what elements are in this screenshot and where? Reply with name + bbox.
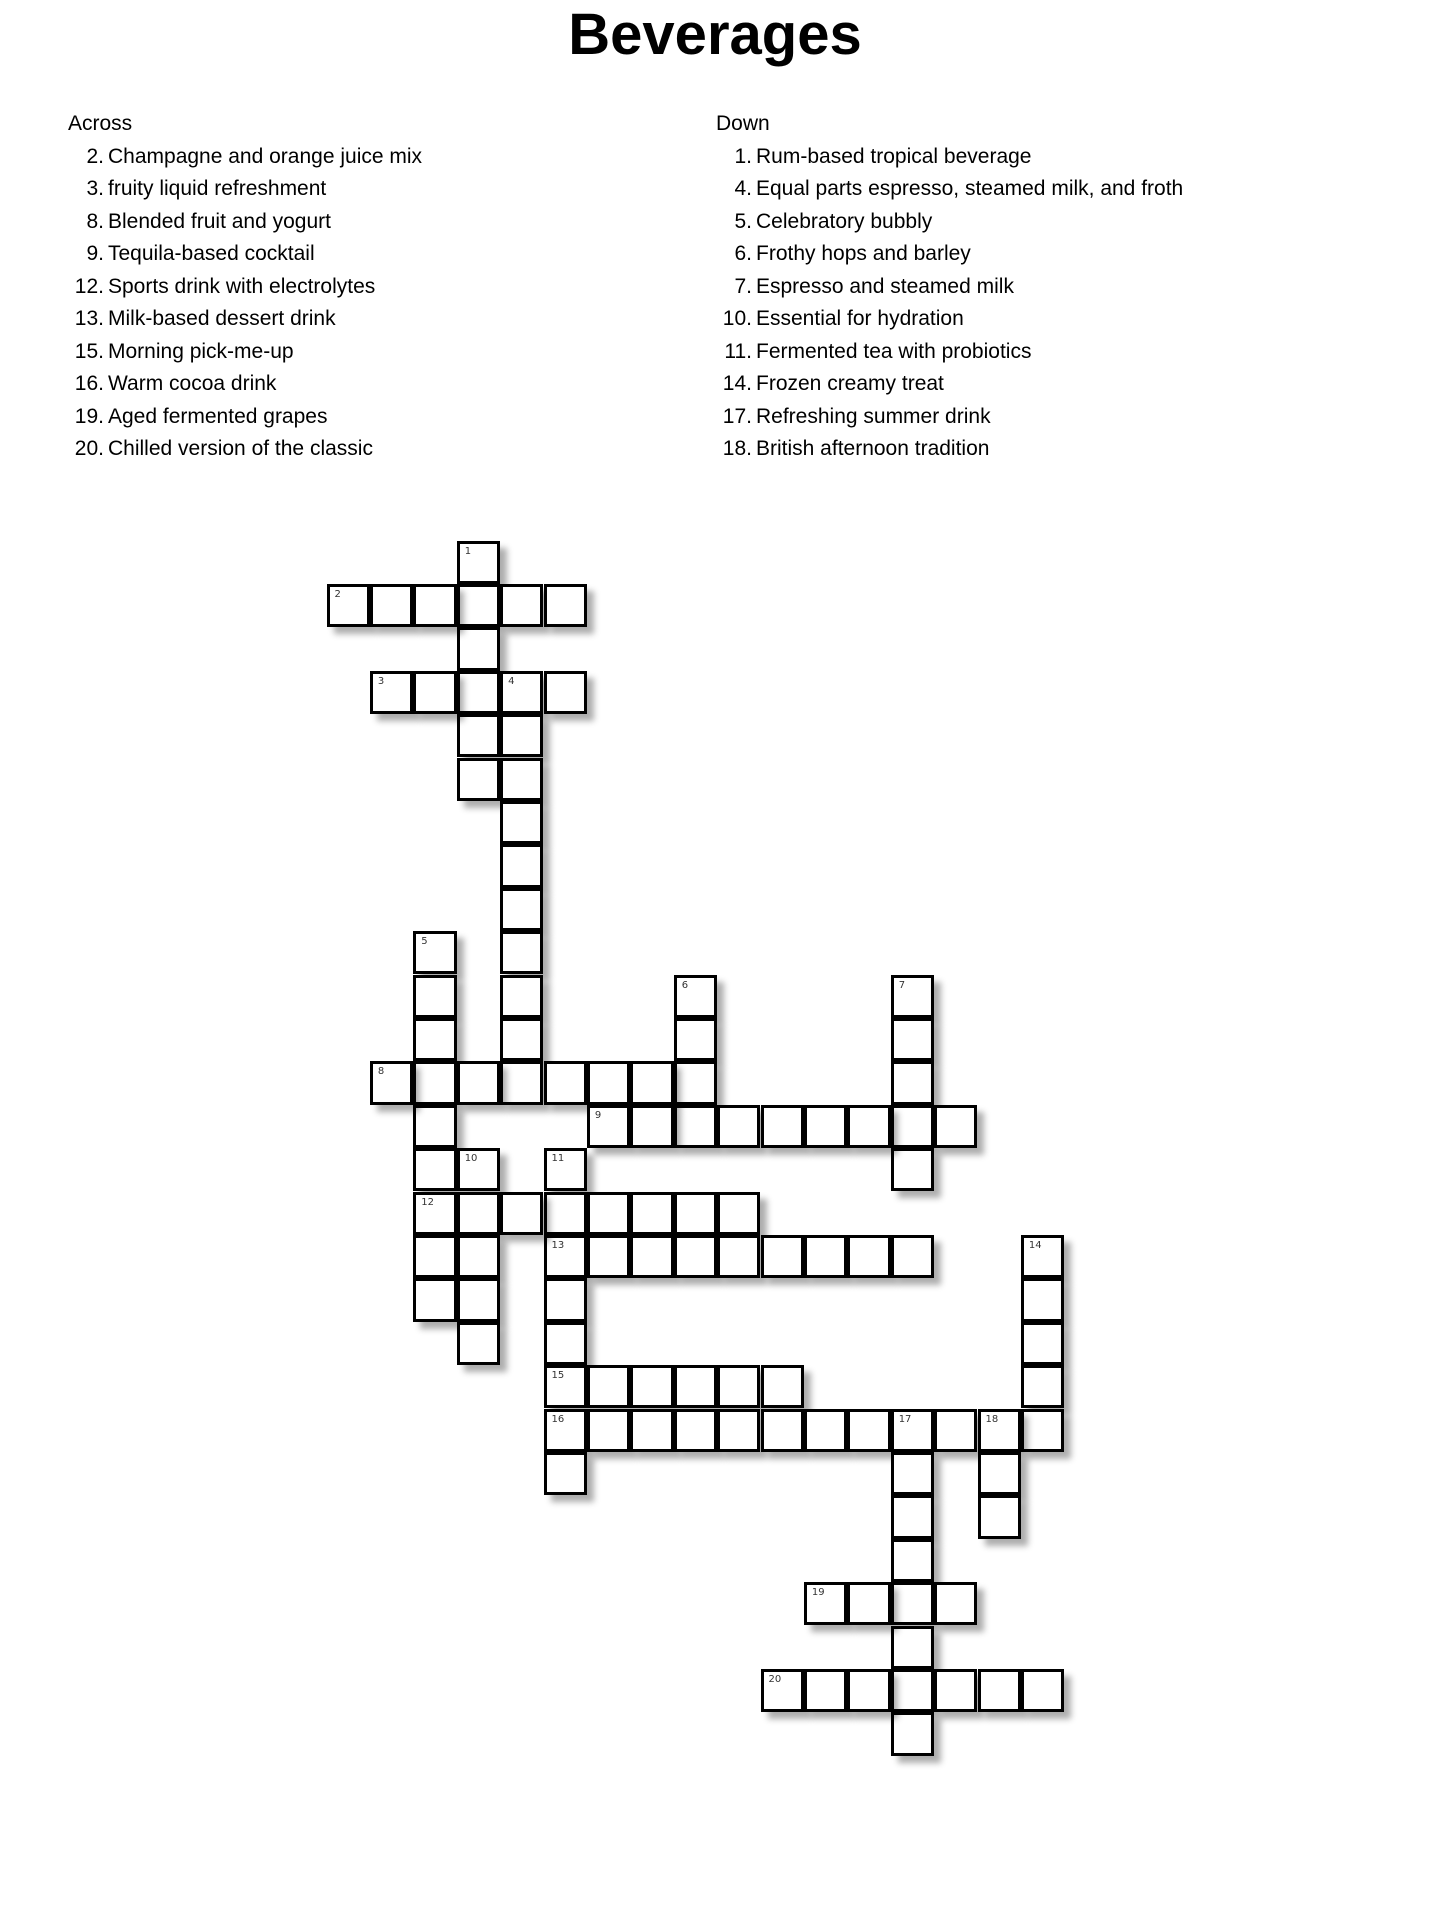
grid-cell[interactable]: [457, 627, 500, 670]
grid-cell[interactable]: [717, 1365, 760, 1408]
cell-number: 7: [898, 979, 906, 991]
grid-cell[interactable]: [413, 584, 456, 627]
grid-cell[interactable]: [1021, 1365, 1064, 1408]
grid-cell[interactable]: [544, 1235, 587, 1278]
clue-text: Aged fermented grapes: [108, 404, 328, 428]
clue-text: Warm cocoa drink: [108, 372, 277, 395]
grid-cell[interactable]: [587, 1192, 630, 1235]
clue-number: 12.: [74, 274, 104, 298]
grid-cell[interactable]: [1021, 1278, 1064, 1321]
grid-cell[interactable]: [674, 1018, 717, 1061]
grid-cell[interactable]: [413, 1018, 456, 1061]
clue-number: 16.: [74, 372, 104, 395]
clue-number: 17.: [722, 404, 752, 428]
grid-cell[interactable]: [457, 1192, 500, 1235]
grid-cell[interactable]: [370, 1061, 413, 1104]
clue-number: 9.: [86, 242, 104, 265]
grid-cell[interactable]: [457, 1148, 500, 1191]
cell-number: 15: [551, 1370, 565, 1382]
grid-cell[interactable]: [500, 1018, 543, 1061]
cell-number: 6: [681, 979, 689, 991]
cell-number: 18: [985, 1413, 999, 1425]
across-heading: Across: [68, 112, 133, 135]
grid-cell[interactable]: [630, 1061, 673, 1104]
clue-number: 10.: [722, 307, 752, 330]
cell-number: 19: [811, 1587, 825, 1599]
grid-cell[interactable]: [457, 758, 500, 801]
grid-cell[interactable]: [761, 1669, 804, 1712]
grid-cell[interactable]: [544, 1452, 587, 1495]
cell-number: 14: [1028, 1239, 1042, 1251]
grid-cell[interactable]: [717, 1105, 760, 1148]
clue-text: fruity liquid refreshment: [108, 177, 327, 200]
cell-number: 13: [551, 1239, 565, 1251]
grid-cell[interactable]: [370, 584, 413, 627]
grid-cell[interactable]: [674, 975, 717, 1018]
grid-cell[interactable]: [500, 931, 543, 974]
clue-number: 7.: [734, 274, 752, 298]
clue-number: 19.: [74, 404, 104, 428]
cell-number: 2: [334, 588, 341, 600]
clue-text: Chilled version of the classic: [108, 437, 373, 460]
clue-text: Celebratory bubbly: [756, 209, 933, 233]
grid-cell[interactable]: [761, 1409, 804, 1452]
clue-number: 20.: [74, 437, 104, 460]
clue-text: Champagne and orange juice mix: [108, 144, 423, 168]
grid-cell[interactable]: [891, 1669, 934, 1712]
grid-cell[interactable]: [587, 1235, 630, 1278]
grid-cell[interactable]: [630, 1365, 673, 1408]
grid-cell[interactable]: [674, 1235, 717, 1278]
grid-cell[interactable]: [457, 1278, 500, 1321]
grid-cell[interactable]: [413, 1192, 456, 1235]
grid-cell[interactable]: [674, 1061, 717, 1104]
clue-number: 5.: [734, 209, 752, 233]
cell-number: 16: [551, 1413, 565, 1425]
grid-cell[interactable]: [327, 584, 370, 627]
grid-cell[interactable]: [413, 671, 456, 714]
grid-cell[interactable]: [544, 1322, 587, 1365]
grid-cell[interactable]: [934, 1409, 977, 1452]
cell-number: 4: [508, 675, 515, 687]
grid-cell[interactable]: [891, 1712, 934, 1755]
grid-cell[interactable]: [1021, 1669, 1064, 1712]
cell-number: 12: [421, 1196, 435, 1208]
grid-cell[interactable]: [457, 671, 500, 714]
clue-text: Blended fruit and yogurt: [108, 209, 331, 233]
grid-cell[interactable]: [500, 671, 543, 714]
cell-number: 10: [464, 1153, 478, 1165]
grid-cell[interactable]: [978, 1452, 1021, 1495]
cell-number: 11: [551, 1153, 565, 1165]
grid-cell[interactable]: [891, 1235, 934, 1278]
cell-number: 20: [768, 1673, 782, 1685]
grid-cell[interactable]: [544, 1192, 587, 1235]
grid-cell[interactable]: [891, 1018, 934, 1061]
clue-number: 14.: [722, 372, 752, 395]
clue-number: 15.: [74, 339, 104, 363]
grid-cell[interactable]: [500, 584, 543, 627]
grid-cell[interactable]: [413, 931, 456, 974]
clue-text: Frothy hops and barley: [756, 242, 971, 265]
grid-cell[interactable]: [413, 1148, 456, 1191]
grid-cell[interactable]: [934, 1582, 977, 1625]
clue-number: 3.: [86, 177, 104, 200]
grid-cell[interactable]: [847, 1669, 890, 1712]
grid-cell[interactable]: [804, 1582, 847, 1625]
grid-cell[interactable]: [761, 1235, 804, 1278]
grid-cell[interactable]: [457, 1061, 500, 1104]
grid-cell[interactable]: [891, 1409, 934, 1452]
clue-number: 8.: [86, 209, 104, 233]
clue-number: 6.: [734, 242, 752, 265]
grid-cell[interactable]: [847, 1409, 890, 1452]
grid-cell[interactable]: [891, 1495, 934, 1538]
grid-cell[interactable]: [500, 888, 543, 931]
grid-cell[interactable]: [674, 1105, 717, 1148]
clue-number: 13.: [74, 307, 104, 330]
clue-text: Tequila-based cocktail: [108, 242, 315, 265]
grid-cell[interactable]: [847, 1235, 890, 1278]
cell-number: 9: [594, 1109, 602, 1121]
grid-cell[interactable]: [934, 1669, 977, 1712]
grid-cell[interactable]: [630, 1235, 673, 1278]
grid-cell[interactable]: [500, 1061, 543, 1104]
grid-cell[interactable]: [891, 1626, 934, 1669]
grid-cell[interactable]: [413, 1061, 456, 1104]
grid-cell[interactable]: [457, 1322, 500, 1365]
grid-cell[interactable]: [761, 1105, 804, 1148]
clue-text: Equal parts espresso, steamed milk, and froth: [756, 177, 1184, 200]
grid-cell[interactable]: [500, 758, 543, 801]
grid-cell[interactable]: [891, 975, 934, 1018]
grid-cell[interactable]: [891, 1539, 934, 1582]
down-heading: Down: [716, 112, 770, 135]
grid-cell[interactable]: [804, 1409, 847, 1452]
grid-cell[interactable]: [978, 1409, 1021, 1452]
cell-number: 3: [377, 675, 385, 687]
grid-cell[interactable]: [587, 1409, 630, 1452]
clue-number: 11.: [724, 339, 752, 363]
grid-cell[interactable]: [544, 1061, 587, 1104]
clue-text: Fermented tea with probiotics: [756, 339, 1032, 363]
grid-cell[interactable]: [544, 1409, 587, 1452]
grid-cell[interactable]: [413, 1278, 456, 1321]
cell-number: 5: [421, 936, 428, 948]
grid-cell[interactable]: [413, 1235, 456, 1278]
grid-cell[interactable]: [978, 1669, 1021, 1712]
cell-number: 17: [898, 1413, 912, 1425]
clue-text: Refreshing summer drink: [756, 404, 991, 428]
grid-cell[interactable]: [891, 1582, 934, 1625]
grid-cell[interactable]: [630, 1192, 673, 1235]
grid-cell[interactable]: [847, 1105, 890, 1148]
grid-cell[interactable]: [804, 1105, 847, 1148]
grid-cell[interactable]: [587, 1105, 630, 1148]
grid-cell[interactable]: [674, 1192, 717, 1235]
grid-cell[interactable]: [413, 975, 456, 1018]
cell-number: 1: [464, 545, 472, 557]
grid-cell[interactable]: [717, 1235, 760, 1278]
grid-cell[interactable]: [847, 1582, 890, 1625]
grid-cell[interactable]: [413, 1105, 456, 1148]
grid-cell[interactable]: [717, 1192, 760, 1235]
cell-number: 8: [377, 1066, 385, 1078]
grid-cell[interactable]: [457, 541, 500, 584]
grid-cell[interactable]: [891, 1061, 934, 1104]
grid-cell[interactable]: [674, 1409, 717, 1452]
grid-cell[interactable]: [544, 1365, 587, 1408]
clue-text: Espresso and steamed milk: [756, 274, 1014, 298]
grid-cell[interactable]: [500, 801, 543, 844]
grid-cell[interactable]: [804, 1669, 847, 1712]
clue-text: Milk-based dessert drink: [108, 307, 336, 330]
grid-cell[interactable]: [891, 1105, 934, 1148]
grid-cell[interactable]: [544, 1148, 587, 1191]
grid-cell[interactable]: [891, 1452, 934, 1495]
grid-cell[interactable]: [1021, 1322, 1064, 1365]
grid-cell[interactable]: [500, 975, 543, 1018]
clue-number: 1.: [734, 144, 752, 168]
grid-cell[interactable]: [544, 671, 587, 714]
grid-cell[interactable]: [544, 584, 587, 627]
grid-cell[interactable]: [630, 1105, 673, 1148]
grid-cell[interactable]: [457, 584, 500, 627]
grid-cell[interactable]: [804, 1235, 847, 1278]
grid-cell[interactable]: [978, 1495, 1021, 1538]
clue-number: 4.: [734, 177, 752, 200]
grid-cell[interactable]: [500, 1192, 543, 1235]
clue-text: Essential for hydration: [756, 307, 964, 330]
grid-cell[interactable]: [891, 1148, 934, 1191]
grid-cell[interactable]: [934, 1105, 977, 1148]
grid-cell[interactable]: [674, 1365, 717, 1408]
grid-cell[interactable]: [457, 714, 500, 757]
grid-cell[interactable]: [587, 1365, 630, 1408]
clue-text: Sports drink with electrolytes: [108, 274, 376, 298]
grid-cell[interactable]: [761, 1365, 804, 1408]
grid-cell[interactable]: [630, 1409, 673, 1452]
grid-cell[interactable]: [544, 1278, 587, 1321]
grid-cell[interactable]: [587, 1061, 630, 1104]
grid-cell[interactable]: [457, 1235, 500, 1278]
clue-number: 2.: [86, 144, 104, 168]
puzzle-title: Beverages: [568, 2, 862, 67]
grid-cell[interactable]: [500, 844, 543, 887]
grid-cell[interactable]: [1021, 1235, 1064, 1278]
grid-cell[interactable]: [500, 714, 543, 757]
grid-cell[interactable]: [1021, 1409, 1064, 1452]
clue-text: Rum-based tropical beverage: [756, 144, 1032, 168]
clue-number: 18.: [722, 437, 752, 460]
clue-text: British afternoon tradition: [756, 437, 990, 460]
clue-text: Frozen creamy treat: [756, 372, 944, 395]
clue-text: Morning pick-me-up: [108, 339, 294, 363]
grid-cell[interactable]: [370, 671, 413, 714]
grid-cell[interactable]: [717, 1409, 760, 1452]
